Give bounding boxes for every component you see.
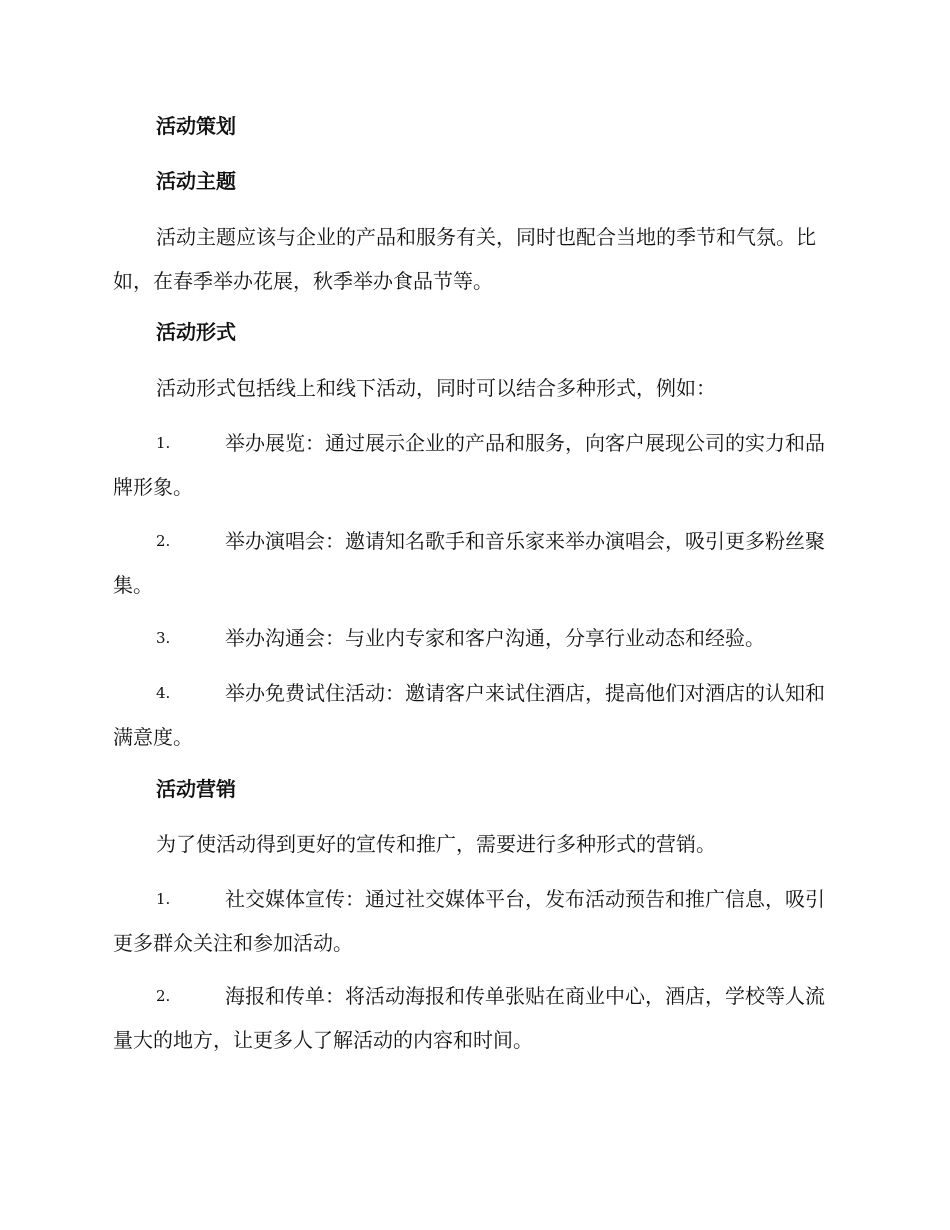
list-item-text: 社交媒体宣传：通过社交媒体平台，发布活动预告和推广信息，吸引更多群众关注和参加活动。 xyxy=(113,887,825,955)
list-item xyxy=(113,421,835,509)
list-item-number: 2. xyxy=(156,532,171,550)
list-item-text: 海报和传单：将活动海报和传单张贴在商业中心，酒店，学校等人流量大的地方，让更多人了解活动的内容和时间。 xyxy=(113,984,825,1052)
section-intro-marketing: 为了使活动得到更好的宣传和推广，需要进行多种形式的营销。 xyxy=(156,832,716,856)
section-heading-theme: 活动主题 xyxy=(156,169,236,193)
list-item-text: 举办沟通会：与业内专家和客户沟通，分享行业动态和经验。 xyxy=(225,626,765,650)
document-title: 活动策划 xyxy=(156,114,236,138)
list-item-text: 举办展览：通过展示企业的产品和服务，向客户展现公司的实力和品牌形象。 xyxy=(113,431,825,499)
list-item-number: 1. xyxy=(156,434,171,452)
section-intro-format: 活动形式包括线上和线下活动，同时可以结合多种形式，例如： xyxy=(156,376,716,400)
section-heading-marketing: 活动营销 xyxy=(156,777,236,801)
list-item-text: 举办免费试住活动：邀请客户来试住酒店，提高他们对酒店的认知和满意度。 xyxy=(113,681,825,749)
list-item xyxy=(113,877,835,965)
list-item xyxy=(113,974,835,1062)
list-item-number: 2. xyxy=(156,987,171,1005)
list-item xyxy=(113,671,835,759)
section-heading-format: 活动形式 xyxy=(156,320,236,344)
list-item-number: 3. xyxy=(156,629,171,647)
list-item-number: 4. xyxy=(156,684,171,702)
list-item-text: 举办演唱会：邀请知名歌手和音乐家来举办演唱会，吸引更多粉丝聚集。 xyxy=(113,529,825,597)
list-item xyxy=(113,616,835,660)
list-item-number: 1. xyxy=(156,890,171,908)
list-item xyxy=(113,519,835,607)
section-paragraph-theme: 活动主题应该与企业的产品和服务有关，同时也配合当地的季节和气氛。比如，在春季举办花展，秋季举办食品节等。 xyxy=(113,225,816,293)
